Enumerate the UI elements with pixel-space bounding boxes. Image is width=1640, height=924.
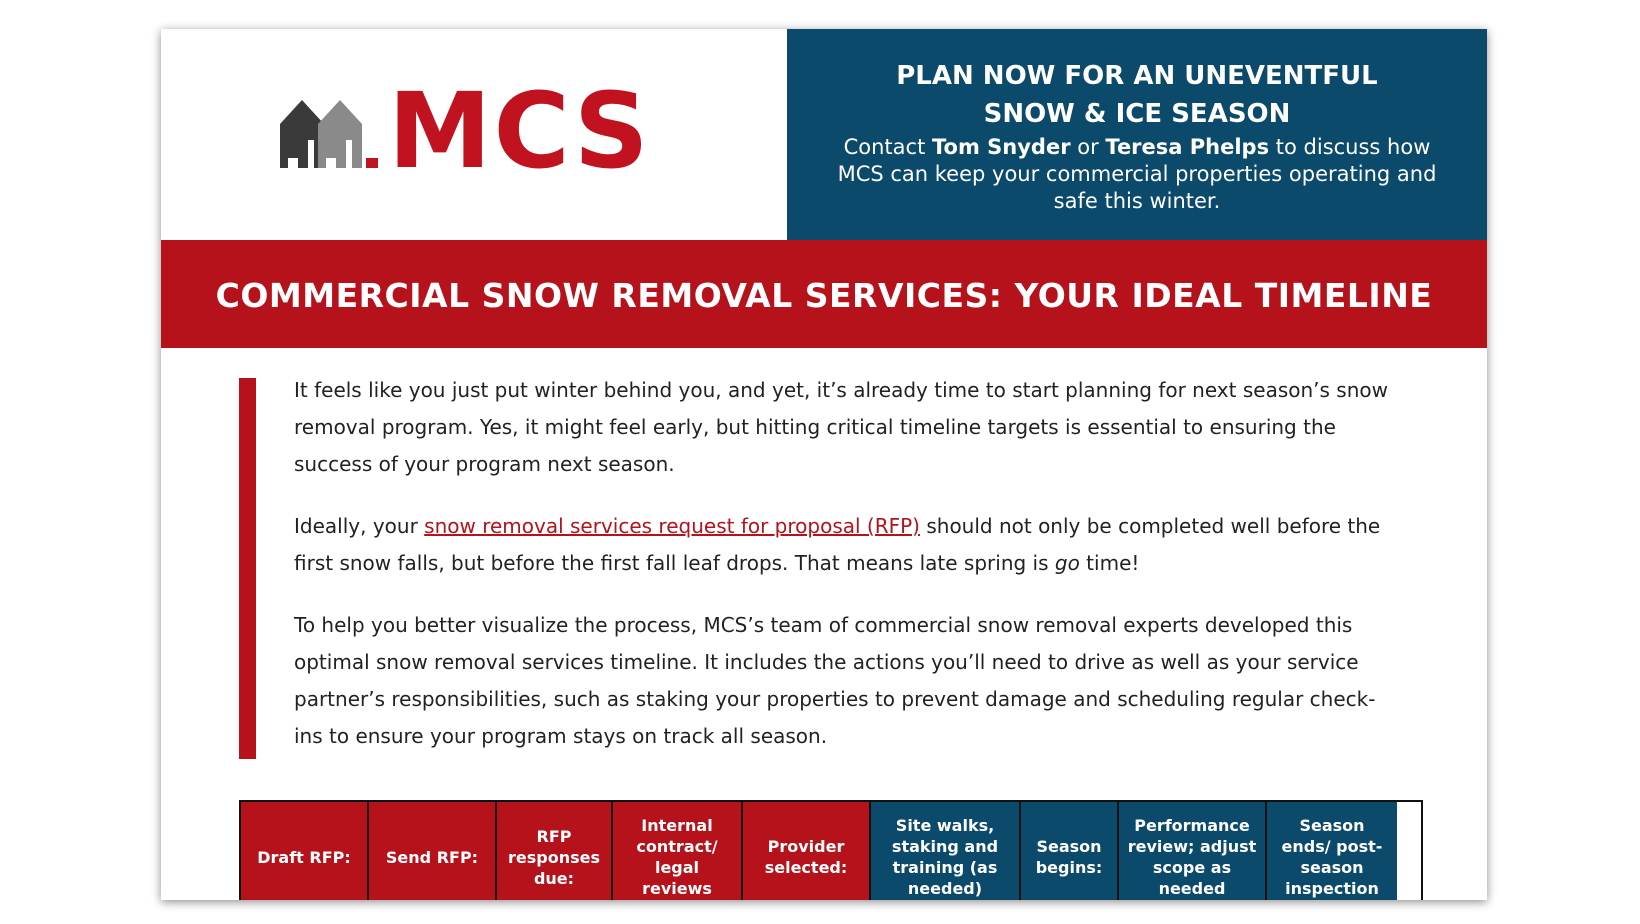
promo-title: PLAN NOW FOR AN UNEVENTFUL SNOW & ICE SEASON [896,61,1378,129]
timeline-cell: Provider selected: [743,802,871,900]
promo-prefix: Contact [843,135,932,159]
title-banner [161,240,1487,348]
timeline-cell: Internal contract/ legal reviews [613,802,743,900]
timeline-cell: Draft RFP: [241,802,369,900]
promo-suffix: to discuss how MCS can keep your commercial properties operating and safe this winter. [837,135,1437,213]
timeline-cell: Performance review; adjust scope as needed [1119,802,1267,900]
contact-name-1: Tom Snyder [932,135,1071,159]
intro-text [294,372,1394,780]
contact-name-2: Teresa Phelps [1105,135,1270,159]
houses-logo-icon [278,96,388,170]
promo-body [787,134,1487,215]
intro-accent-bar [239,378,256,759]
p2-suffix: time! [1079,551,1140,575]
p2-prefix: Ideally, your [294,514,425,538]
timeline-table [239,800,1423,900]
banner-title: COMMERCIAL SNOW REMOVAL SERVICES: YOUR IDEAL TIMELINE [215,276,1433,315]
intro-paragraph-1: It feels like you just put winter behind you, and yet, it’s already time to start planning for next season’s snow removal program. Yes, it might feel early, but hitting critical timeline targets is essential to ensuring the success of your program next season. [294,378,1388,476]
logo-wordmark: MCS [388,70,651,192]
p2-middle: should not only be completed well before the first snow falls, but before the first fall leaf drops. That means late spring is [294,514,1381,575]
logo-area [161,29,787,240]
timeline-cell: Site walks, staking and training (as needed) [871,802,1021,900]
intro-paragraph-2 [294,508,1394,582]
timeline-cell: Season begins: [1021,802,1119,900]
timeline-cell: Season ends/ post-season inspection [1267,802,1397,900]
p2-emphasis: go [1054,551,1080,575]
intro-paragraph-3: To help you better visualize the process, MCS’s team of commercial snow removal experts developed this optimal snow removal services timeline. It includes the actions you’ll need to drive as well as your service partner’s responsibilities, such as staking your properties to prevent damage and scheduling regular check-ins to ensure your program stays on track all season. [294,613,1376,748]
promo-or: or [1070,135,1106,159]
timeline-cell: Send RFP: [369,802,497,900]
document-page [161,29,1487,900]
timeline-cell: RFP responses due: [497,802,613,900]
rfp-link[interactable]: snow removal services request for proposal (RFP) [424,514,920,538]
promo-panel [787,29,1487,240]
